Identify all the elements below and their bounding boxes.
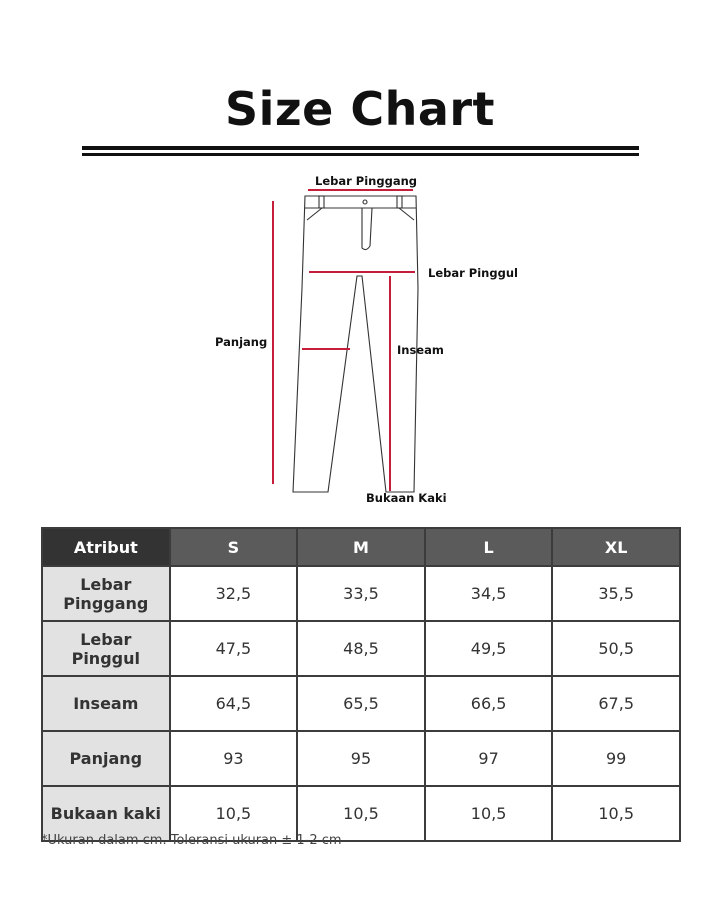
table-cell: 10,5 (425, 786, 553, 841)
row-label: Bukaan kaki (42, 786, 170, 841)
title-divider-thin (82, 153, 639, 156)
measure-lines (273, 190, 415, 491)
fly-stitch (362, 208, 372, 250)
hip-label: Lebar Pinggul (428, 266, 518, 280)
title-divider-thick (82, 146, 639, 150)
table-cell: 47,5 (170, 621, 298, 676)
table-cell: 97 (425, 731, 553, 786)
size-table (41, 527, 681, 842)
column-header: L (425, 528, 553, 566)
table-row (42, 566, 680, 621)
table-cell: 64,5 (170, 676, 298, 731)
waist-label: Lebar Pinggang (315, 174, 417, 188)
table-cell: 65,5 (297, 676, 425, 731)
table-cell: 95 (297, 731, 425, 786)
row-label: Lebar Pinggul (42, 621, 170, 676)
pants-diagram (200, 168, 540, 513)
table-cell: 35,5 (552, 566, 680, 621)
table-cell: 10,5 (552, 786, 680, 841)
table-cell: 34,5 (425, 566, 553, 621)
table-row (42, 731, 680, 786)
column-header: M (297, 528, 425, 566)
row-label: Inseam (42, 676, 170, 731)
page-title: Size Chart (224, 82, 496, 136)
table-cell: 10,5 (170, 786, 298, 841)
pocket-right (399, 208, 414, 220)
table-row (42, 676, 680, 731)
table-header-row (42, 528, 680, 566)
inseam-label: Inseam (397, 343, 444, 357)
row-label: Lebar Pinggang (42, 566, 170, 621)
length-label: Panjang (215, 335, 268, 349)
table-cell: 32,5 (170, 566, 298, 621)
table-cell: 50,5 (552, 621, 680, 676)
table-row (42, 621, 680, 676)
leg-opening-label: Bukaan Kaki (366, 491, 447, 505)
belt-loop (397, 196, 402, 208)
table-cell: 66,5 (425, 676, 553, 731)
table-cell: 67,5 (552, 676, 680, 731)
table-cell: 48,5 (297, 621, 425, 676)
pocket-left (307, 208, 322, 220)
waist-button (363, 200, 367, 204)
table-cell: 93 (170, 731, 298, 786)
size-tolerance-note: *Ukuran dalam cm. Toleransi ukuran ± 1-2 cm (41, 833, 342, 848)
table-cell: 33,5 (297, 566, 425, 621)
table-cell: 49,5 (425, 621, 553, 676)
column-header: S (170, 528, 298, 566)
table-cell: 99 (552, 731, 680, 786)
column-header: Atribut (42, 528, 170, 566)
belt-loop (319, 196, 324, 208)
table-cell: 10,5 (297, 786, 425, 841)
row-label: Panjang (42, 731, 170, 786)
column-header: XL (552, 528, 680, 566)
